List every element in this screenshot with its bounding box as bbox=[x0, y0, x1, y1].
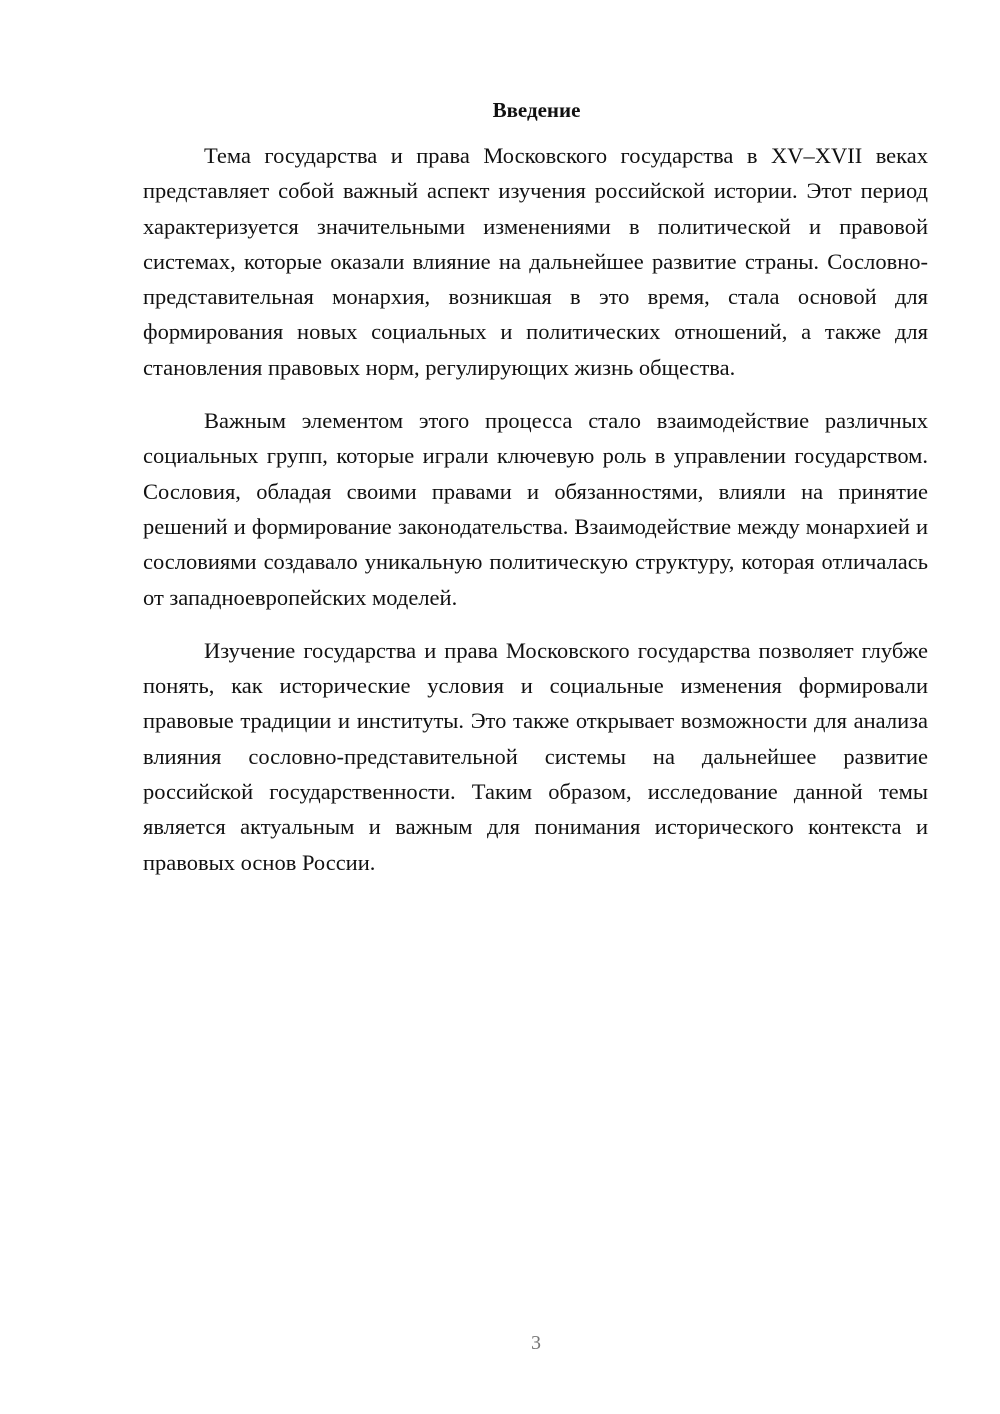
page-number: 3 bbox=[531, 1332, 541, 1354]
paragraph-2: Важным элементом этого процесса стало взаимодействие различных социальных групп, которые играли ключевую роль в управлении государством. Сословия, обладая своими правами и обязанностями, влияли на принятие решений и формирование законодательства. Взаимодействие между монархией и сословиями создавало уникальную политическую структуру, которая отличалась от западноевропейских моделей. bbox=[143, 408, 928, 610]
paragraph-3: Изучение государства и права Московского государства позволяет глубже понять, как исторические условия и социальные изменения формировали правовые традиции и институты. Это также открывает возможности для анализа влияния сословно-представительной системы на дальнейшее развитие российской государственности. Таким образом, исследование данной темы является актуальным и важным для понимания исторического контекста и правовых основ России. bbox=[143, 637, 928, 875]
paragraph-1: Тема государства и права Московского государства в XV–XVII веках представляет собой важный аспект изучения российской истории. Этот период характеризуется значительными изменениями в политической и правовой системах, которые оказали влияние на дальнейшее развитие страны. Сословно-представительная монархия, возникшая в это время, стала основой для формирования новых социальных и политических отношений, а также для становления правовых норм, регулирующих жизнь общества. bbox=[143, 143, 928, 380]
section-title: Введение bbox=[492, 98, 581, 122]
document-page bbox=[143, 94, 928, 898]
